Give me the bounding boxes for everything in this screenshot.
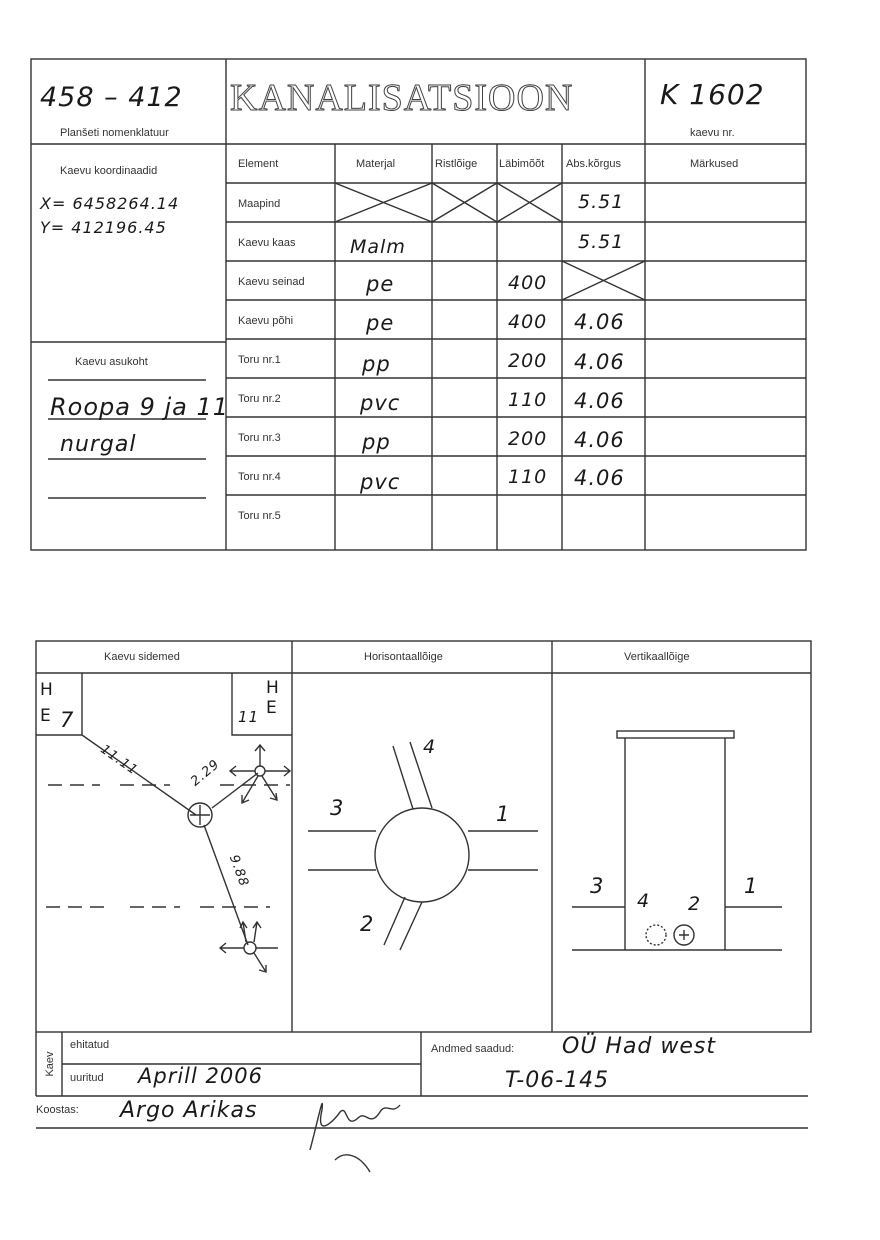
col-header-remarks: Märkused (690, 158, 739, 170)
row-diameter: 110 (508, 466, 548, 488)
row-abs-height: 5.51 (578, 231, 625, 253)
hor-pipe-4: 4 (423, 736, 437, 758)
ver-pipe-3: 3 (590, 874, 605, 898)
surveyed-value: Aprill 2006 (138, 1064, 263, 1088)
form-title: KANALISATSIOON (230, 77, 574, 119)
hor-pipe-2: 2 (360, 912, 375, 936)
row-element: Kaevu seinad (238, 276, 305, 288)
row-material: pp (362, 352, 391, 376)
signature-mark (310, 1104, 400, 1172)
row-material: pe (366, 272, 395, 296)
col-header-element: Element (238, 158, 279, 170)
diagram-header-vertical: Vertikaallõige (624, 651, 690, 663)
footer-side-label: Kaev (44, 1051, 56, 1077)
house-left-number: 7 (60, 708, 75, 732)
house-right-number: 11 (238, 708, 260, 726)
nomenclature-value: 458 – 412 (40, 82, 183, 113)
row-element: Kaevu kaas (238, 237, 296, 249)
row-abs-height: 4.06 (574, 389, 625, 413)
row-diameter: 200 (508, 350, 548, 372)
row-element: Maapind (238, 198, 281, 210)
coordinates-label: Kaevu koordinaadid (60, 165, 158, 177)
row-element: Toru nr.1 (238, 354, 281, 366)
data-source-value: OÜ Had west (562, 1034, 717, 1059)
col-header-material: Materjal (356, 158, 396, 170)
row-abs-height: 4.06 (574, 310, 625, 334)
row-diameter: 200 (508, 428, 548, 450)
col-header-abs-height: Abs.kõrgus (566, 158, 622, 170)
row-material: pvc (360, 470, 401, 494)
location-label: Kaevu asukoht (75, 356, 148, 368)
house-right-h: H (266, 678, 280, 698)
distance-label-1: 11.11 (97, 742, 141, 779)
diagram-header-connections: Kaevu sidemed (104, 651, 180, 663)
row-element: Toru nr.5 (238, 510, 281, 522)
row-abs-height: 4.06 (574, 350, 625, 374)
nomenclature-label: Planšeti nomenklatuur (60, 127, 169, 139)
row-material: pp (362, 430, 391, 454)
col-header-diameter: Läbimõõt (499, 158, 545, 170)
row-element: Toru nr.3 (238, 432, 281, 444)
row-diameter: 110 (508, 389, 548, 411)
surveyed-label: uuritud (70, 1072, 104, 1084)
ver-pipe-4: 4 (637, 890, 651, 912)
well-number-label: kaevu nr. (690, 127, 735, 139)
house-left-e: E (40, 706, 52, 726)
diagram-header-horizontal: Horisontaallõige (364, 651, 443, 663)
location-line-2: nurgal (60, 432, 137, 457)
distance-label-3: 9.88 (225, 853, 252, 890)
row-material: Malm (350, 236, 406, 258)
row-material: pe (366, 311, 395, 335)
row-abs-height: 4.06 (574, 428, 625, 452)
house-left-h: H (40, 680, 54, 700)
row-element: Toru nr.2 (238, 393, 281, 405)
compiled-label: Koostas: (36, 1104, 79, 1116)
row-diameter: 400 (508, 311, 548, 333)
row-abs-height: 5.51 (578, 191, 625, 213)
row-element: Toru nr.4 (238, 471, 281, 483)
row-diameter: 400 (508, 272, 548, 294)
hor-pipe-3: 3 (330, 796, 345, 820)
ver-pipe-2: 2 (688, 893, 702, 915)
row-material: pvc (360, 391, 401, 415)
compiled-value: Argo Arikas (120, 1098, 258, 1123)
location-line-1: Roopa 9 ja 11 (50, 393, 230, 421)
well-number-value: K 1602 (660, 78, 765, 111)
data-source-label: Andmed saadud: (431, 1043, 515, 1055)
built-label: ehitatud (70, 1039, 110, 1051)
col-header-section: Ristlõige (435, 158, 478, 170)
distance-label-2: 2.29 (188, 756, 223, 790)
ver-pipe-1: 1 (744, 874, 759, 898)
house-right-e: E (266, 698, 278, 718)
coordinate-y: Y= 412196.45 (40, 218, 167, 237)
row-abs-height: 4.06 (574, 466, 625, 490)
hor-pipe-1: 1 (496, 802, 511, 826)
coordinate-x: X= 6458264.14 (40, 194, 180, 213)
data-source-code: T-06-145 (505, 1068, 610, 1093)
row-element: Kaevu põhi (238, 315, 294, 327)
